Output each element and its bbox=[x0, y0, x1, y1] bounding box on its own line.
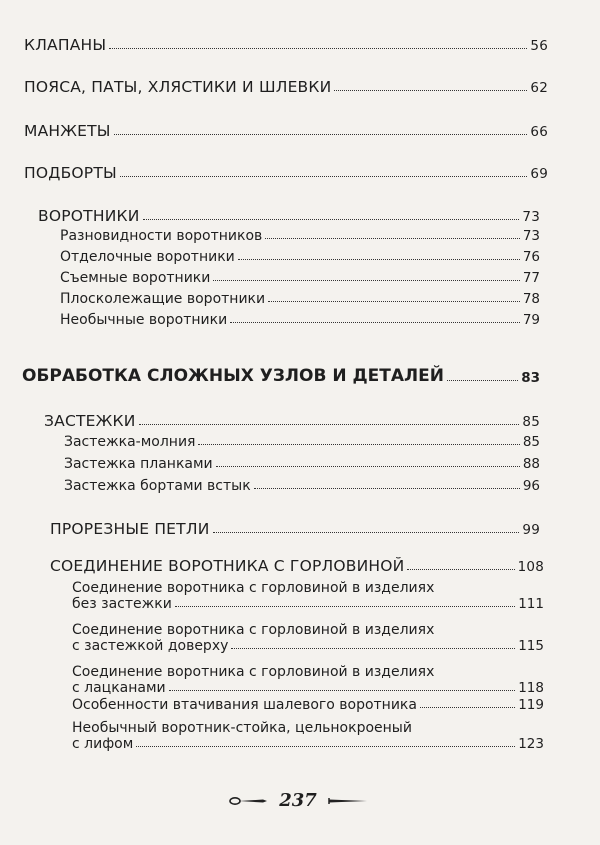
toc-entry-label: Отделочные воротники bbox=[60, 249, 235, 265]
toc-entry-label: ПОЯСА, ПАТЫ, ХЛЯСТИКИ И ШЛЕВКИ bbox=[24, 78, 332, 96]
toc-entry-label: ЗАСТЕЖКИ bbox=[44, 412, 136, 430]
toc-entry-label-line1: Необычный воротник-стойка, цельнокроеный bbox=[72, 720, 412, 736]
toc-entry-label: ОБРАБОТКА СЛОЖНЫХ УЗЛОВ И ДЕТАЛЕЙ bbox=[22, 366, 444, 386]
dot-leader bbox=[175, 606, 515, 607]
toc-entry-label-line1: Соединение воротника с горловиной в изделиях bbox=[72, 622, 435, 638]
toc-subentry bbox=[64, 434, 540, 450]
page-number: 237 bbox=[279, 790, 317, 811]
toc-entry-page: 85 bbox=[522, 434, 540, 450]
dot-leader bbox=[238, 259, 520, 260]
toc-entry-label: ПРОРЕЗНЫЕ ПЕТЛИ bbox=[50, 520, 210, 538]
toc-entry-page: 85 bbox=[522, 414, 540, 430]
toc-entry-soedinenie bbox=[50, 557, 544, 575]
toc-entry-line2 bbox=[72, 638, 544, 654]
toc-entry-page: 79 bbox=[522, 312, 540, 328]
toc-entry-label: ПОДБОРТЫ bbox=[24, 164, 117, 182]
toc-entry-label: Застежка-молния bbox=[64, 434, 196, 450]
toc-entry-page: 69 bbox=[530, 166, 548, 182]
toc-entry-label: Необычные воротники bbox=[60, 312, 228, 328]
dot-leader bbox=[114, 134, 528, 135]
toc-entry-prorieznye-petli bbox=[50, 520, 540, 538]
toc-entry-label: Застежка планками bbox=[64, 456, 213, 472]
dot-leader bbox=[334, 90, 527, 91]
toc-entry-page: 56 bbox=[530, 38, 548, 54]
toc-subentry bbox=[60, 228, 540, 244]
dot-leader bbox=[268, 301, 520, 302]
dot-leader bbox=[216, 466, 520, 467]
toc-entry-label-line2: с лацканами bbox=[72, 680, 166, 696]
toc-entry-page: 83 bbox=[521, 370, 540, 386]
toc-subentry bbox=[72, 697, 544, 713]
needle-right-icon bbox=[327, 794, 371, 808]
toc-subentry bbox=[60, 312, 540, 328]
toc-entry-page: 119 bbox=[518, 697, 544, 713]
toc-entry-page: 73 bbox=[522, 209, 540, 225]
toc-entry-label: МАНЖЕТЫ bbox=[24, 122, 111, 140]
dot-leader bbox=[143, 219, 520, 220]
dot-leader bbox=[120, 176, 528, 177]
toc-entry-label: Застежка бортами встык bbox=[64, 478, 251, 494]
toc-entry-page: 96 bbox=[522, 478, 540, 494]
dot-leader bbox=[109, 48, 527, 49]
toc-subentry-multiline bbox=[72, 664, 544, 696]
dot-leader bbox=[407, 569, 514, 570]
toc-entry-label: ВОРОТНИКИ bbox=[38, 207, 140, 225]
dot-leader bbox=[213, 532, 520, 533]
toc-entry-page: 118 bbox=[518, 680, 544, 696]
toc-chapter-heading bbox=[22, 366, 540, 386]
dot-leader bbox=[420, 707, 515, 708]
dot-leader bbox=[254, 488, 520, 489]
needle-left-icon bbox=[229, 794, 269, 808]
toc-entry-page: 73 bbox=[522, 228, 540, 244]
dot-leader bbox=[230, 322, 520, 323]
dot-leader bbox=[231, 648, 515, 649]
toc-entry-label: КЛАПАНЫ bbox=[24, 36, 107, 54]
dot-leader bbox=[213, 280, 519, 281]
toc-entry-page: 108 bbox=[517, 559, 544, 575]
toc-subentry-multiline bbox=[72, 720, 544, 752]
toc-entry-line2 bbox=[72, 680, 544, 696]
dot-leader bbox=[139, 424, 520, 425]
toc-entry-label: Съемные воротники bbox=[60, 270, 211, 286]
toc-entry-manzhety bbox=[24, 122, 548, 140]
toc-entry-page: 115 bbox=[518, 638, 544, 654]
toc-entry-page: 76 bbox=[522, 249, 540, 265]
toc-subentry bbox=[60, 270, 540, 286]
toc-entry-klapany bbox=[24, 36, 548, 54]
toc-entry-zastezhki bbox=[44, 412, 540, 430]
toc-entry-label: Плосколежащие воротники bbox=[60, 291, 266, 307]
toc-entry-page: 123 bbox=[518, 736, 544, 752]
toc-entry-vorotniki bbox=[38, 207, 540, 225]
toc-entry-label: Разновидности воротников bbox=[60, 228, 263, 244]
dot-leader bbox=[265, 238, 520, 239]
toc-entry-podborty bbox=[24, 164, 548, 182]
toc-subentry bbox=[64, 456, 540, 472]
toc-entry-line2 bbox=[72, 596, 544, 612]
dot-leader bbox=[169, 690, 516, 691]
dot-leader bbox=[136, 746, 515, 747]
dot-leader bbox=[198, 444, 519, 445]
toc-entry-page: 62 bbox=[530, 80, 548, 96]
toc-entry-label-line2: с лифом bbox=[72, 736, 134, 752]
toc-entry-label: СОЕДИНЕНИЕ ВОРОТНИКА С ГОРЛОВИНОЙ bbox=[50, 557, 405, 575]
toc-subentry bbox=[60, 249, 540, 265]
toc-entry-page: 99 bbox=[522, 522, 540, 538]
dot-leader bbox=[447, 380, 518, 381]
toc-entry-label: Особенности втачивания шалевого воротника bbox=[72, 697, 417, 713]
toc-entry-label-line2: без застежки bbox=[72, 596, 172, 612]
toc-entry-label-line1: Соединение воротника с горловиной в изделиях bbox=[72, 580, 435, 596]
toc-subentry bbox=[64, 478, 540, 494]
toc-entry-page: 88 bbox=[522, 456, 540, 472]
toc-entry-page: 66 bbox=[530, 124, 548, 140]
toc-entry-label-line1: Соединение воротника с горловиной в изделиях bbox=[72, 664, 435, 680]
toc-entry-line2 bbox=[72, 736, 544, 752]
toc-subentry-multiline bbox=[72, 580, 544, 612]
toc-entry-page: 77 bbox=[522, 270, 540, 286]
toc-subentry-multiline bbox=[72, 622, 544, 654]
toc-entry-page: 78 bbox=[522, 291, 540, 307]
toc-subentry bbox=[60, 291, 540, 307]
page-footer bbox=[0, 790, 600, 811]
toc-entry-page: 111 bbox=[518, 596, 544, 612]
toc-entry-poyasa bbox=[24, 78, 548, 96]
toc-entry-label-line2: с застежкой доверху bbox=[72, 638, 229, 654]
